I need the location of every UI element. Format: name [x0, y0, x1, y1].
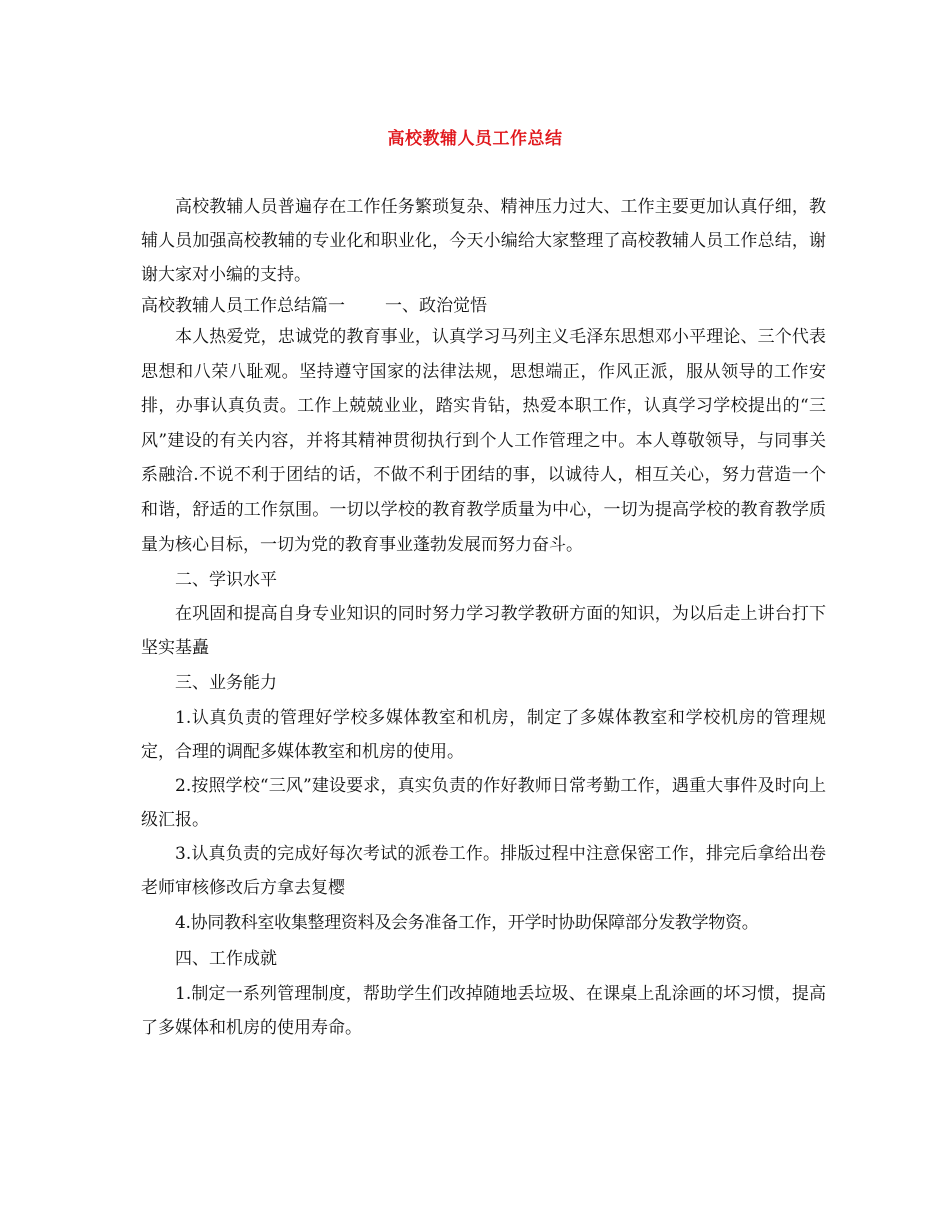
part-label: 高校教辅人员工作总结篇一 — [141, 296, 345, 316]
section2-heading: 二、学识水平 — [175, 570, 277, 591]
document-title: 高校教辅人员工作总结 — [387, 129, 563, 149]
section3-item: 4.协同教科室收集整理资料及会务准备工作，开学时协助保障部分发教学物资。 — [175, 913, 759, 934]
section1-body: 本人热爱党，忠诚党的教育事业，认真学习马列主义毛泽东思想邓小平理论、三个代表思想和八荣八耻观。坚持遵守国家的法律法规，思想端正，作风正派，服从领导的工作安排，办事认真负责。工作上兢兢业业，踏实肯钻，热爱本职工作，认真学习学校提出的“三风”建设的有关内容，并将其精神贯彻执行到个人工作管理之中。本人尊敬领导，与同事关系融洽.不说不利于团结的话，不做不利于团结的事，以诚待人，相互关心，努力营造一个和谐，舒适的工作氛围。一切以学校的教育教学质量为中心，一切为提高学校的教育教学质量为核心目标，一切为党的教育事业蓬勃发展而努力奋斗。 — [141, 327, 826, 555]
section3-heading: 三、业务能力 — [175, 673, 277, 694]
section2-body: 在巩固和提高自身专业知识的同时努力学习教学教研方面的知识，为以后走上讲台打下坚实基矗 — [141, 604, 826, 658]
intro-paragraph: 高校教辅人员普遍存在工作任务繁琐复杂、精神压力过大、工作主要更加认真仔细，教辅人员加强高校教辅的专业化和职业化，今天小编给大家整理了高校教辅人员工作总结，谢谢大家对小编的支持。 — [141, 197, 826, 285]
section3-item: 3.认真负责的完成好每次考试的派卷工作。排版过程中注意保密工作，排完后拿给出卷老师审核修改后方拿去复樱 — [141, 844, 826, 899]
section4-heading: 四、工作成就 — [175, 949, 277, 970]
part-heading-line — [141, 292, 826, 320]
document-body — [141, 190, 826, 1045]
section1-heading: 一、政治觉悟 — [385, 296, 487, 316]
section3-item: 2.按照学校“三风”建设要求，真实负责的作好教师日常考勤工作，遇重大事件及时向上级汇报。 — [141, 776, 826, 831]
section4-item: 1.制定一系列管理制度，帮助学生们改掉随地丢垃圾、在课桌上乱涂画的坏习惯，提高了多媒体和机房的使用寿命。 — [141, 984, 826, 1039]
section3-item: 1.认真负责的管理好学校多媒体教室和机房，制定了多媒体教室和学校机房的管理规定，合理的调配多媒体教室和机房的使用。 — [141, 708, 826, 763]
